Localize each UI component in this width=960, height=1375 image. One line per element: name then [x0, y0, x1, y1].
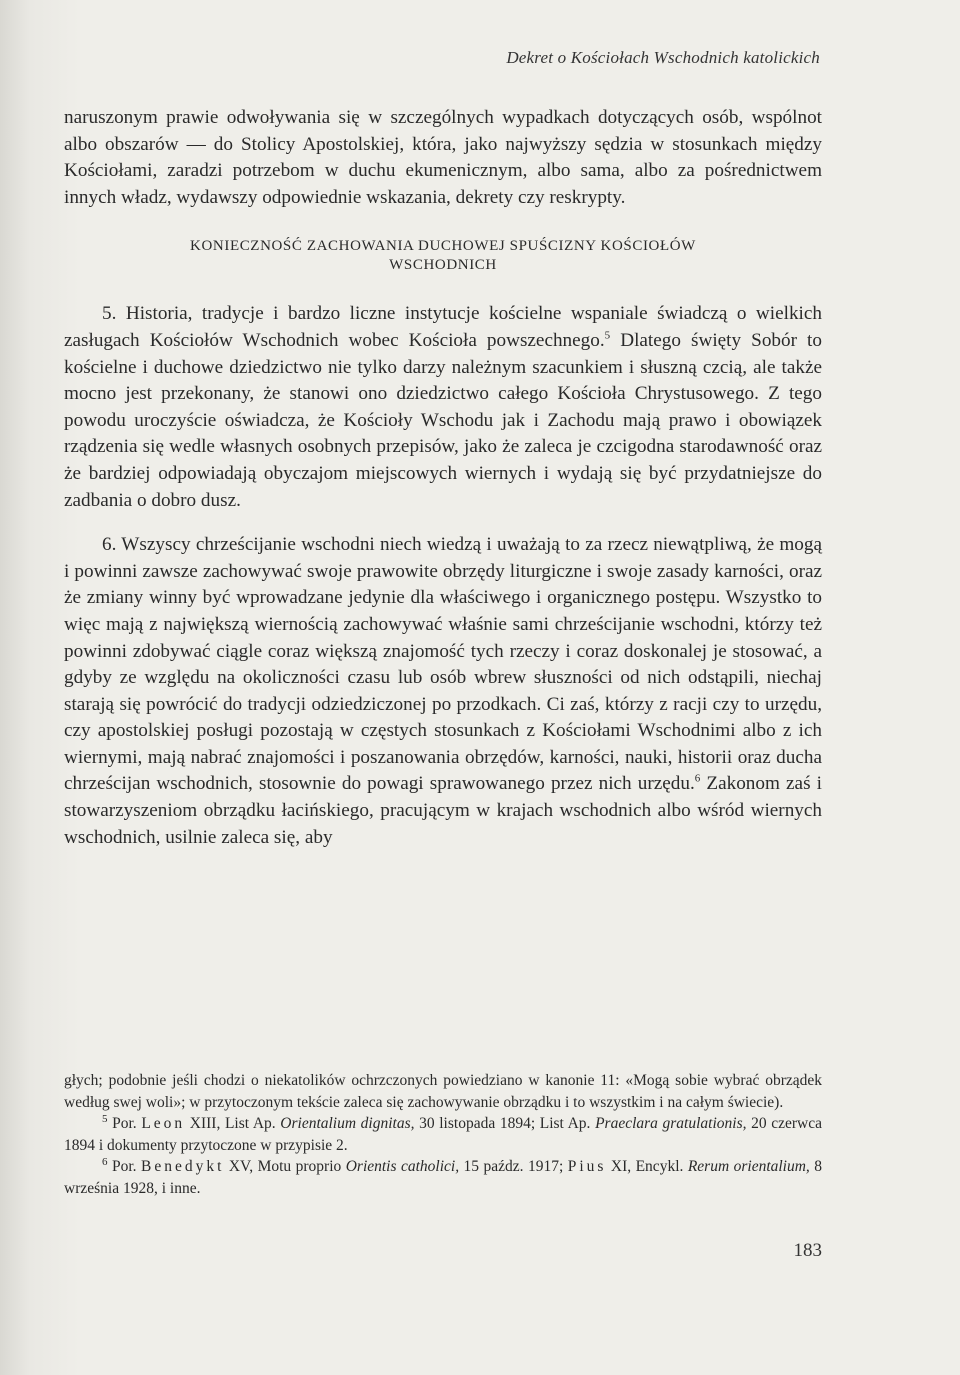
footnote-5-text-1: XIII, List Ap.: [185, 1115, 281, 1133]
footnote-6-author-2: Pius: [567, 1158, 607, 1176]
footnote-5-title-1: Orientalium dignitas,: [280, 1115, 415, 1133]
footnote-5-author: Leon: [141, 1115, 186, 1133]
paragraph-5: [64, 301, 822, 514]
footnote-6-title-2: Rerum orientalium,: [687, 1158, 810, 1176]
footnote-ref-6: 6: [694, 773, 701, 786]
footnote-6: [64, 1156, 822, 1199]
footnote-6-title-1: Orientis catholici,: [345, 1158, 460, 1176]
paragraph-gap: [64, 514, 822, 532]
footnote-continuation: głych; podobnie jeśli chodzi o niekatolików ochrzczonych powiedziano w kanonie 11: «Mogą sobie wybrać obrządek według swej woli»; w przytoczonym tekście zaleca się zachowywanie obrządku i to wszystkim i na całym świecie).: [64, 1072, 822, 1111]
footnote-ref-5: 5: [604, 329, 611, 342]
footnotes: [64, 1070, 822, 1200]
paragraph-6-text-a: 6. Wszyscy chrześcijanie wschodni niech wiedzą i uważają to za rzecz niewątpliwą, że mogą i powinni zawsze zachowywać swoje prawowite obrzędy liturgiczne i swoje zasady karności, oraz że zmiany winny być wprowadzane jedynie dla właściwego i organicznego postępu. Wszystko to więc mają z największą wiernością zachowywać właśnie sami chrześcijanie wschodni, którzy też powinni zdobywać ciągle coraz większą znajomość tych rzeczy i coraz doskonalej je stosować, a gdyby ze względu na okoliczności czasu lub osób wbrew słuszności od nich odstąpili, niechaj starają się powrócić do tradycji odziedziczonej po przodkach. Ci zaś, którzy z racji czy to urzędu, czy apostolskiej posługi pozostają w częstych stosunkach z Kościołami Wschodnimi albo z ich wiernymi, mają nabrać znajomości i poszanowania obrzędów, karności, nauki, historii oraz ducha chrześcijan wschodnich, stosownie do powagi sprawowanego przez nich urzędu.: [64, 534, 822, 795]
paragraph-6-text-b: Zakonom zaś i stowarzyszeniom obrządku łacińskiego, pracującym w krajach wschodnich albo wśród wiernych wschodnich, usilnie zaleca się, aby: [64, 773, 822, 848]
intro-paragraph: naruszonym prawie odwoływania się w szczególnych wypadkach dotyczących osób, wspólnot albo obszarów — do Stolicy Apostolskiej, która, jako najwyższy sędzia w stosunkach między Kościołami, zaradzi potrzebom w duchu ekumenicznym, albo sama, albo za pośrednictwem innych władz, wydawszy odpowiednie wskazania, dekrety czy reskrypty.: [64, 107, 822, 208]
footnote-5-title-2: Praeclara gratulationis,: [595, 1115, 747, 1133]
footnote-5-text-2: 30 listopada 1894; List Ap.: [414, 1115, 596, 1133]
section-heading-line-2: WSCHODNICH: [389, 257, 497, 274]
footnote-5-number: 5: [102, 1113, 108, 1126]
footnote-6-text-2: 15 paźdz. 1917;: [459, 1158, 568, 1176]
footnote-6-author: Benedykt: [141, 1158, 225, 1176]
running-head: Dekret o Kościołach Wschodnich katolickich: [506, 48, 820, 67]
main-text: [64, 105, 822, 851]
paragraph-5-text-b: Dlatego święty Sobór to kościelne i duchowe dziedzictwo nie tylko darzy należnym szacunkiem i słuszną czcią, ale także mocno jest przekonany, że stanowi ono dziedzictwo całego Kościoła Chrystusowego. Z tego powodu uroczyście oświadcza, że Kościoły Wschodu jak i Zachodu mają prawo i obowiązek rządzenia się wedle własnych osobnych przepisów, jako że zaleca je czcigodna starodawność oraz że bardziej odpowiadają obyczajom miejscowych wiernych i wydają się być przydatniejsze do zadbania o dobro dusz.: [64, 329, 822, 511]
footnote-6-text-3: XI, Encykl.: [606, 1158, 688, 1176]
paragraph-6: [64, 532, 822, 851]
footnote-6-text-4: 8 września 1928, i inne.: [64, 1158, 823, 1197]
footnote-5-text-3: 20 czerwca 1894 i dokumenty przytoczone w przypisie 2.: [64, 1115, 822, 1154]
section-heading-line-1: KONIECZNOŚĆ ZACHOWANIA DUCHOWEJ SPUŚCIZNY KOŚCIOŁÓW: [190, 238, 696, 255]
paragraph-5-text-a: 5. Historia, tradycje i bardzo liczne instytucje kościelne wspaniale świadczą o wielkich zasługach Kościołów Wschodnich wobec Kościoła powszechnego.: [64, 303, 822, 351]
footnote-5-por: Por.: [112, 1115, 137, 1133]
footnote-5: [64, 1113, 822, 1156]
footnote-6-number: 6: [102, 1156, 108, 1169]
footnote-6-text-1: XV, Motu proprio: [224, 1158, 346, 1176]
page-number: 183: [793, 1240, 822, 1261]
footnote-6-por: Por.: [111, 1158, 137, 1176]
section-heading: [64, 237, 822, 275]
